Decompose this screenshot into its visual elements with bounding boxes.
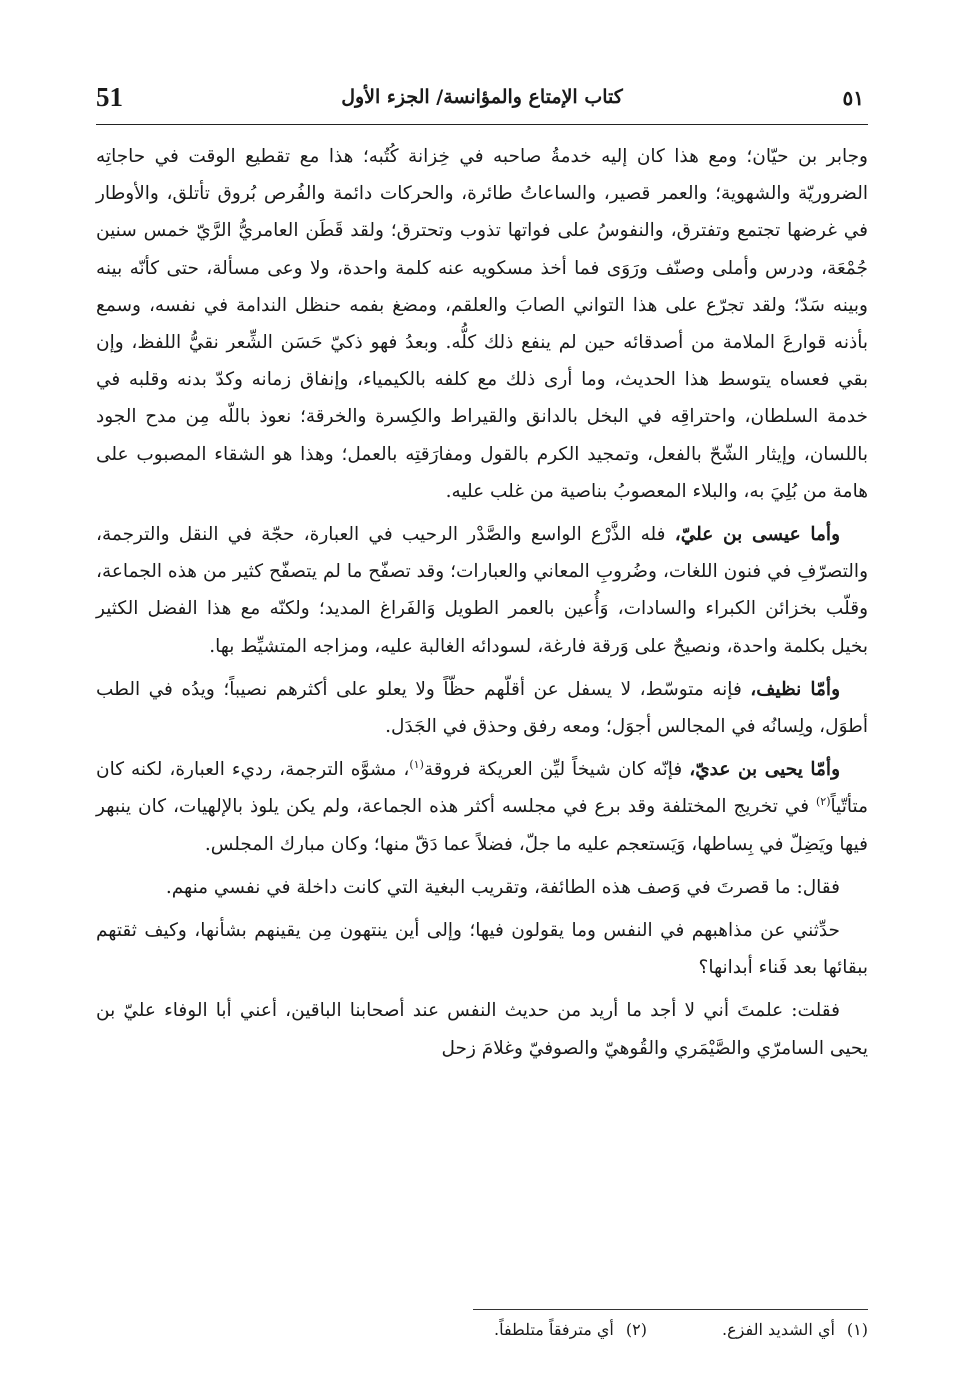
paragraph-question [96,869,868,906]
paragraph-lead: وأمّا نظيف، [750,678,840,700]
paragraph-lead: وأمّا يحيى بن عديّ، [689,759,840,781]
paragraph-text: فإنه متوسّط، لا يسفل عن أقلّهم حظّاً ولا يعلو على أكثرهم نصيباً؛ ويدُه في الطب أطوَل، ولِسانُه في المجالس أجوَل؛ ومعه رفق وحذق في الجَدَل. [96,678,868,738]
paragraph-text: فقلت: علمتَ أني لا أجد ما أريد من حديث النفس عند أصحابنا الباقين، أعني أبا الوفاء عليّ بن يحيى السامرّي والصَّيْمَري والقُوهيّ والصوفيّ وغلامَ زحل [96,1000,868,1059]
footnote-2 [494,1320,647,1339]
footnote-divider [473,1309,868,1310]
paragraph-text: وجابر بن حيّان؛ ومع هذا كان إليه خدمةُ صاحبه في خِزانة كُتُبه؛ هذا مع تقطيع الوقت في حاجاتِه الضروريّة والشهوية؛ والعمر قصير، والساعاتُ طائرة، والحركات دائمة والفُرص بُروق تأتلق، والأوطار في غرضها تجتمع وتفترق، والنفوسُ على فواتها تذوب وتحترق؛ ولقد قَطَن العامريُّ الرَّيّ خمس سنين جُمْعَة، ودرس وأملى وصنّف ورَوَى فما أخذ مسكويه عنه كلمة واحدة، ولا وعى مسألة، حتى كأنّه بينه وبينه سَدّ؛ ولقد تجرّع على هذا التواني الصابَ والعلقم، ومضغ بفمه حنظل الندامة في نفسه، وسمع بأذنه قوارعَ الملامة من أصدقائه حين لم ينفع ذلك كلُّه. وبعدُ فهو ذكيّ حَسَن الشِّعر نقيُّ اللفظ، وإن بقي فعساه يتوسط هذا الحديث، وما أرى ذلك مع كلفه بالكيمياء، وإنفاق زمانه وكدّ بدنه وقلبه في خدمة السلطان، واحتراقِه في البخل بالدانق والقيراط والكِسرة والخرقة؛ نعوذ باللّه مِن مدح الجود باللسان، وإيثار الشّحّ بالفعل، وتمجيد الكرم بالقول ومفارَقتِه بالعمل؛ وهذا هو الشقاء المصبوب على هامة من بُلِيَ به، والبلاء المعصوبُ بناصية من غلب عليه. [96,146,868,502]
main-text [96,138,868,1073]
footnote-1 [722,1320,868,1339]
page-number-latin: 51 [96,82,123,112]
paragraph-text: فقال: ما قصرتَ في وَصف هذه الطائفة، وتقريب البغية التي كانت داخلة في نفسي منهم. [165,876,840,898]
footnote-text: أي مترفقاً متلطفاً. [494,1320,614,1339]
paragraph-isa [96,516,868,665]
paragraph-text: ، مشوَّه الترجمة، رديء العبارة، لكنه كان متأتّياً [96,759,868,818]
page-number-arabic: ٥١ [842,86,864,110]
paragraph-jabir [96,138,868,510]
paragraph-yahya [96,751,868,863]
paragraph-nazif [96,671,868,745]
paragraph-lead: وأما عيسى بن عليّ، [674,524,840,546]
paragraph-text: فإنّه كان شيخاً ليِّن العريكة فروقة [423,759,690,781]
footnote-number: (١) [846,1320,868,1339]
header-divider [96,124,868,125]
paragraph-text: في تخريج المختلفة وقد برع في مجلسه أكثر هذه الجماعة، ولم يكن يلوذ بالإلهيات، كان ينبهر فيها ويَضِلّ في بِساطها، وَيَستعجم عليه ما جلّ، فضلاً عما دَقّ منها؛ وكان مبارك المجلس. [96,796,868,855]
paragraph-text: فله الذَّرْع الواسع والصَّدْر الرحيب في العبارة، حجّة في النقل والترجمة، والتصرّفِ في فنون اللغات، وضُروبِ المعاني والعبارات؛ وقد تصفّح ما لم يتصفّح كثير من هذه الجماعة، وقلّب بخزائن الكبراء والسادات، وَأُعين بالعمر الطويل وَالفَراغ المديد؛ ولكنّه مع هذا الفضل الكثير بخيل بكلمة واحدة، ونصيحٌ على وَرقة فارغة، لسودائه الغالبة عليه، ومزاجه المتشيِّط بها. [96,524,868,657]
paragraph-answer [96,992,868,1066]
paragraph-text: حدِّثني عن مذاهبهم في النفس وما يقولون فيها؛ وإلى أين ينتهون مِن يقينهم بشأنها، وكيف ثقتهم ببقائها بعد فَناء أبدانها؟ [96,920,868,979]
paragraph-request [96,912,868,986]
running-header [96,76,868,120]
footnote-number: (٢) [625,1320,647,1339]
footnote-text: أي الشديد الفزع. [722,1320,835,1339]
running-title: كتاب الإمتاع والمؤانسة/ الجزء الأول [341,86,623,108]
footnotes [96,1320,868,1350]
footnote-ref-2[interactable]: (٢) [815,795,831,809]
footnote-ref-1[interactable]: (١) [409,758,424,772]
